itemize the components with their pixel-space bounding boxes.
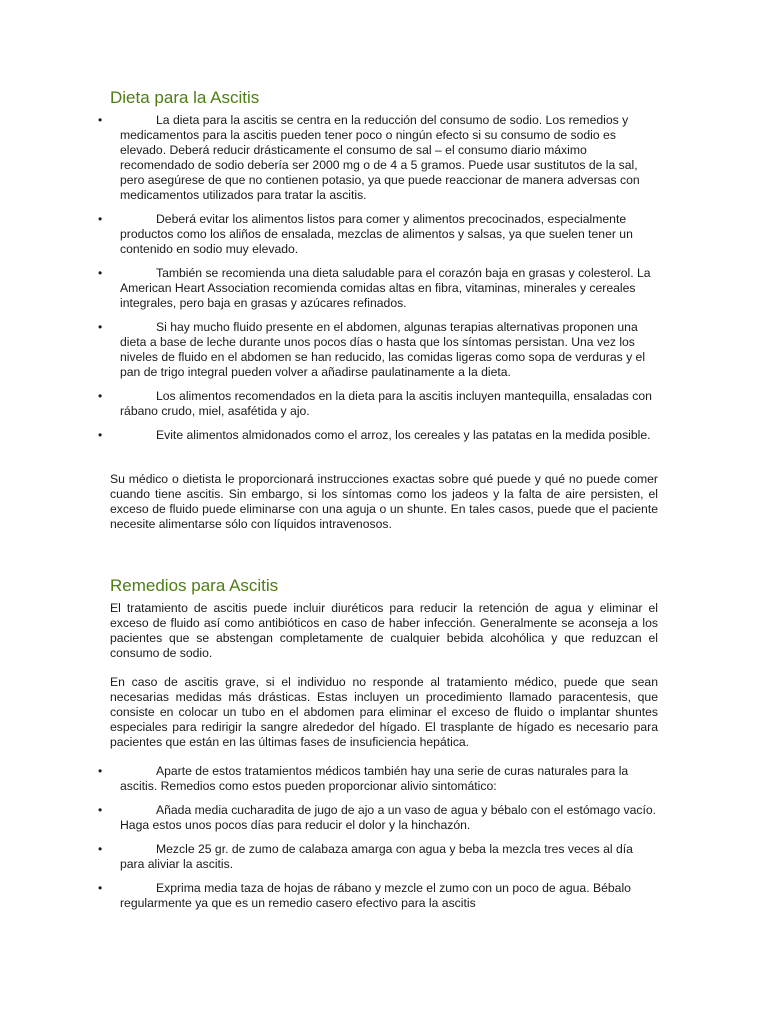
- section-title-dieta: Dieta para la Ascitis: [110, 88, 260, 107]
- section-title-remedios: Remedios para Ascitis: [110, 576, 279, 595]
- list-item-text: La dieta para la ascitis se centra en la reducción del consumo de sodio. Los remedios y medicamentos para la ascitis pueden tener poco o ningún efecto si su consumo de sodio es elevado. Deberá reducir drásticamente el consumo de sal – el consumo diario máximo recomendado de sodio debería ser 2000 mg o de 4 a 5 gramos. Puede usar sustitutos de la sal, pero asegúrese de que no contienen potasio, ya que puede reaccionar de manera adversas con medicamentos utilizados para tratar la ascitis.: [120, 113, 640, 202]
- bullet-icon: •: [98, 428, 103, 442]
- list-item: [0, 320, 768, 380]
- bullet-icon: •: [98, 266, 103, 280]
- list-item-text: Deberá evitar los alimentos listos para comer y alimentos precocinados, especialmente productos como los aliños de ensalada, mezclas de alimentos y salsas, ya que suelen tener un contenido en sodio muy elevado.: [120, 212, 633, 256]
- list-item-text: Si hay mucho fluido presente en el abdomen, algunas terapias alternativas proponen una dieta a base de leche durante unos pocos días o hasta que los síntomas persistan. Una vez los niveles de fluido en el abdomen se han reducido, las comidas ligeras como sopa de verduras y el pan de trigo integral pueden volver a añadirse paulatinamente a la dieta.: [120, 320, 646, 379]
- list-item: [0, 764, 768, 794]
- bullet-icon: •: [98, 842, 103, 856]
- remedios-paragraph-1: El tratamiento de ascitis puede incluir diuréticos para reducir la retención de agua y eliminar el exceso de fluido así como antibióticos en caso de haber infección. Generalmente se aconseja a los pacientes que se abstengan completamente de cualquier bebida alcohólica y que reduzcan el consumo de sodio.: [110, 601, 658, 660]
- dieta-bullet-list: [0, 113, 768, 452]
- remedios-bullet-list: [0, 764, 768, 920]
- dieta-closing-paragraph: Su médico o dietista le proporcionará instrucciones exactas sobre qué puede y qué no puede comer cuando tiene ascitis. Sin embargo, si los síntomas como los jadeos y la falta de aire persisten, el exceso de fluido puede eliminarse con una aguja o un shunte. En tales casos, puede que el paciente necesite alimentarse sólo con líquidos intravenosos.: [110, 472, 658, 531]
- list-item-text: Los alimentos recomendados en la dieta para la ascitis incluyen mantequilla, ensaladas con rábano crudo, miel, asafétida y ajo.: [120, 389, 652, 418]
- list-item: [0, 266, 768, 311]
- list-item: [0, 842, 768, 872]
- remedios-paragraph-2: En caso de ascitis grave, si el individuo no responde al tratamiento médico, puede que sean necesarias medidas más drásticas. Estas incluyen un procedimiento llamado paracentesis, que consiste en colocar un tubo en el abdomen para eliminar el exceso de fluido o implantar shuntes especiales para redirigir la sangre alrededor del hígado. El trasplante de hígado es necesario para pacientes que están en las últimas fases de insuficiencia hepática.: [110, 675, 658, 749]
- list-item: [0, 428, 768, 443]
- bullet-icon: •: [98, 764, 103, 778]
- list-item: [0, 389, 768, 419]
- list-item: [0, 212, 768, 257]
- list-item-text: Exprima media taza de hojas de rábano y mezcle el zumo con un poco de agua. Bébalo regularmente ya que es un remedio casero efectivo para la ascitis: [120, 881, 631, 910]
- list-item-text: Mezcle 25 gr. de zumo de calabaza amarga con agua y beba la mezcla tres veces al día para aliviar la ascitis.: [120, 842, 633, 871]
- bullet-icon: •: [98, 113, 103, 127]
- list-item: [0, 803, 768, 833]
- list-item: [0, 881, 768, 911]
- bullet-icon: •: [98, 881, 103, 895]
- bullet-icon: •: [98, 212, 103, 226]
- bullet-icon: •: [98, 320, 103, 334]
- list-item-text: Aparte de estos tratamientos médicos también hay una serie de curas naturales para la ascitis. Remedios como estos pueden proporcionar alivio sintomático:: [120, 764, 629, 793]
- list-item-text: También se recomienda una dieta saludable para el corazón baja en grasas y colesterol. La American Heart Association recomienda comidas altas en fibra, vitaminas, minerales y cereales integrales, pero baja en grasas y azúcares refinados.: [120, 266, 651, 310]
- bullet-icon: •: [98, 803, 103, 817]
- list-item-text: Evite alimentos almidonados como el arroz, los cereales y las patatas en la medida posible.: [156, 428, 651, 442]
- list-item-text: Añada media cucharadita de jugo de ajo a un vaso de agua y bébalo con el estómago vacío. Haga estos unos pocos días para reducir el dolor y la hinchazón.: [120, 803, 657, 832]
- list-item: [0, 113, 768, 203]
- bullet-icon: •: [98, 389, 103, 403]
